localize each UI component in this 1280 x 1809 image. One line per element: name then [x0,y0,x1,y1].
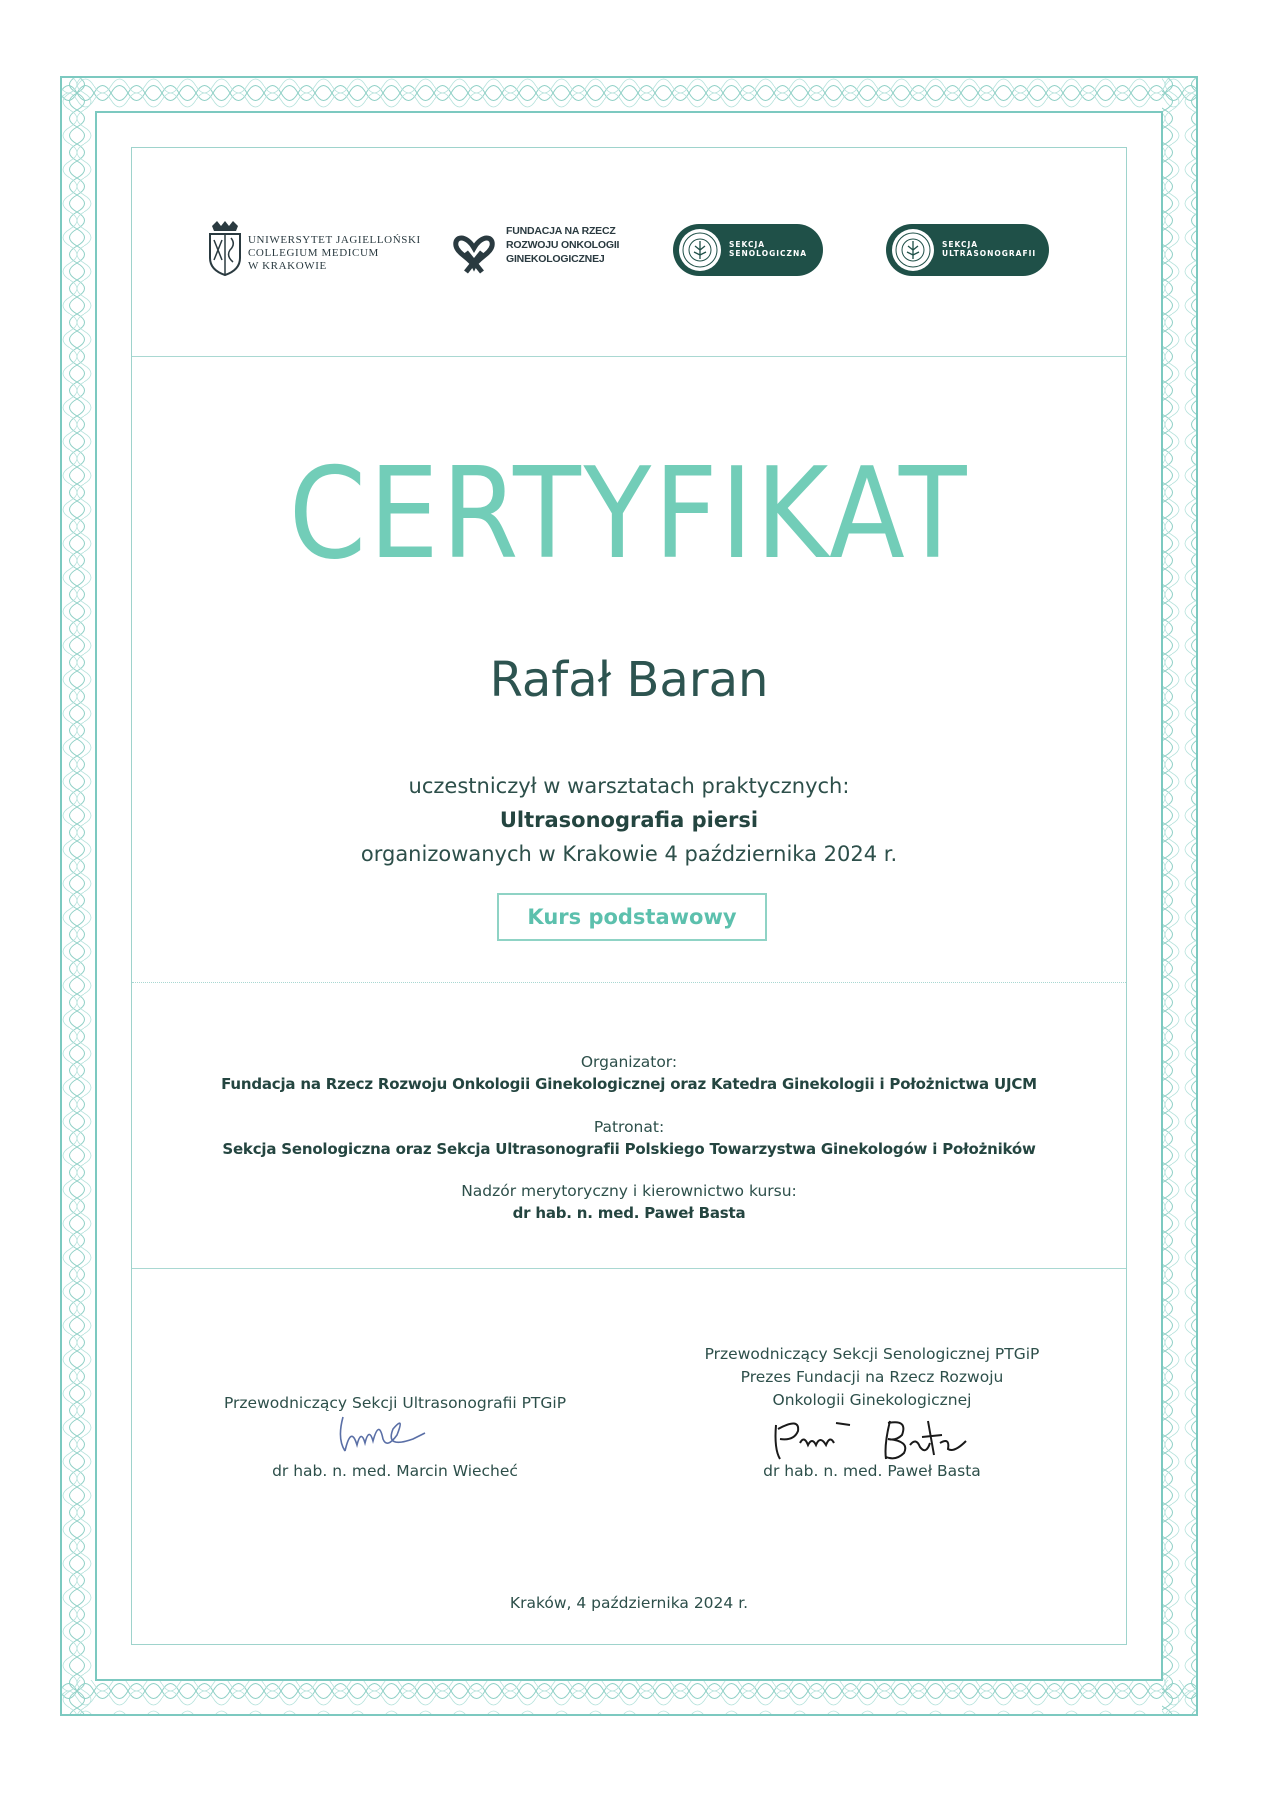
signature-right-name: dr hab. n. med. Paweł Basta [763,1462,981,1480]
supervision-label: Nadzór merytoryczny i kierownictwo kursu: [461,1182,797,1200]
supervision-value: dr hab. n. med. Paweł Basta [512,1204,746,1222]
signature-left-name: dr hab. n. med. Marcin Wiecheć [272,1462,518,1480]
usg-line-2: ULTRASONOGRAFII [942,249,1037,258]
fundacja-line-1: FUNDACJA NA RZECZ [506,225,616,237]
sekcja-ultrasonografii-logo [886,224,1049,276]
patronage-label: Patronat: [593,1118,665,1136]
signature-right-title-3: Onkologii Ginekologicznej [772,1391,972,1409]
divider [132,982,1126,983]
ptgip-seal-icon [890,228,936,272]
fundacja-line-2: ROZWOJU ONKOLOGII [506,239,620,251]
fundacja-logo [452,224,632,280]
divider [132,1268,1126,1269]
signature-right [672,1343,1072,1480]
uj-line-2: COLLEGIUM MEDICUM [248,247,379,259]
course-level-badge: Kurs podstawowy [497,893,767,941]
certificate-title: CERTYFIKAT [288,440,970,587]
usg-line-1: SEKCJA [942,240,979,249]
patronage-value: Sekcja Senologiczna oraz Sekcja Ultrasonografii Polskiego Towarzystwa Ginekologów i Położników [222,1140,1036,1158]
organizer-value: Fundacja na Rzecz Rozwoju Onkologii Ginekologicznej oraz Katedra Ginekologii i Położnictwa UJCM [221,1075,1037,1093]
ribbon-heart-icon [452,228,496,274]
seno-line-1: SEKCJA [729,240,766,249]
handwritten-signature-left [335,1405,435,1465]
signature-right-title-1: Przewodniczący Sekcji Senologicznej PTGiP [704,1345,1040,1363]
organizer-block [132,1051,1126,1095]
signature-left-title: Przewodniczący Sekcji Ultrasonografii PTGiP [223,1394,567,1412]
participation-text: uczestniczył w warsztatach praktycznych: [408,774,850,798]
logos-row [132,200,1126,310]
uj-line-1: UNIWERSYTET JAGIELLOŃSKI [248,234,421,246]
divider [132,356,1126,357]
course-date-text: organizowanych w Krakowie 4 października 2024 r. [360,842,898,866]
handwritten-signature-right [770,1415,980,1470]
ptgip-seal-icon [677,228,723,272]
organizer-label: Organizator: [580,1053,678,1071]
seno-line-2: SENOLOGICZNA [729,249,808,258]
uj-line-3: W KRAKOWIE [248,260,327,272]
uj-crest-icon [206,220,244,276]
sekcja-senologiczna-logo [673,224,823,276]
place-and-date: Kraków, 4 października 2024 r. [509,1594,749,1612]
supervision-block [132,1180,1126,1224]
patronage-block [132,1116,1126,1160]
course-name: Ultrasonografia piersi [499,808,759,832]
signature-right-title-2: Prezes Fundacji na Rzecz Rozwoju [740,1368,1004,1386]
uj-cm-logo [206,220,426,280]
recipient-name: Rafał Baran [489,652,769,708]
fundacja-line-3: GINEKOLOGICZNEJ [506,253,605,265]
